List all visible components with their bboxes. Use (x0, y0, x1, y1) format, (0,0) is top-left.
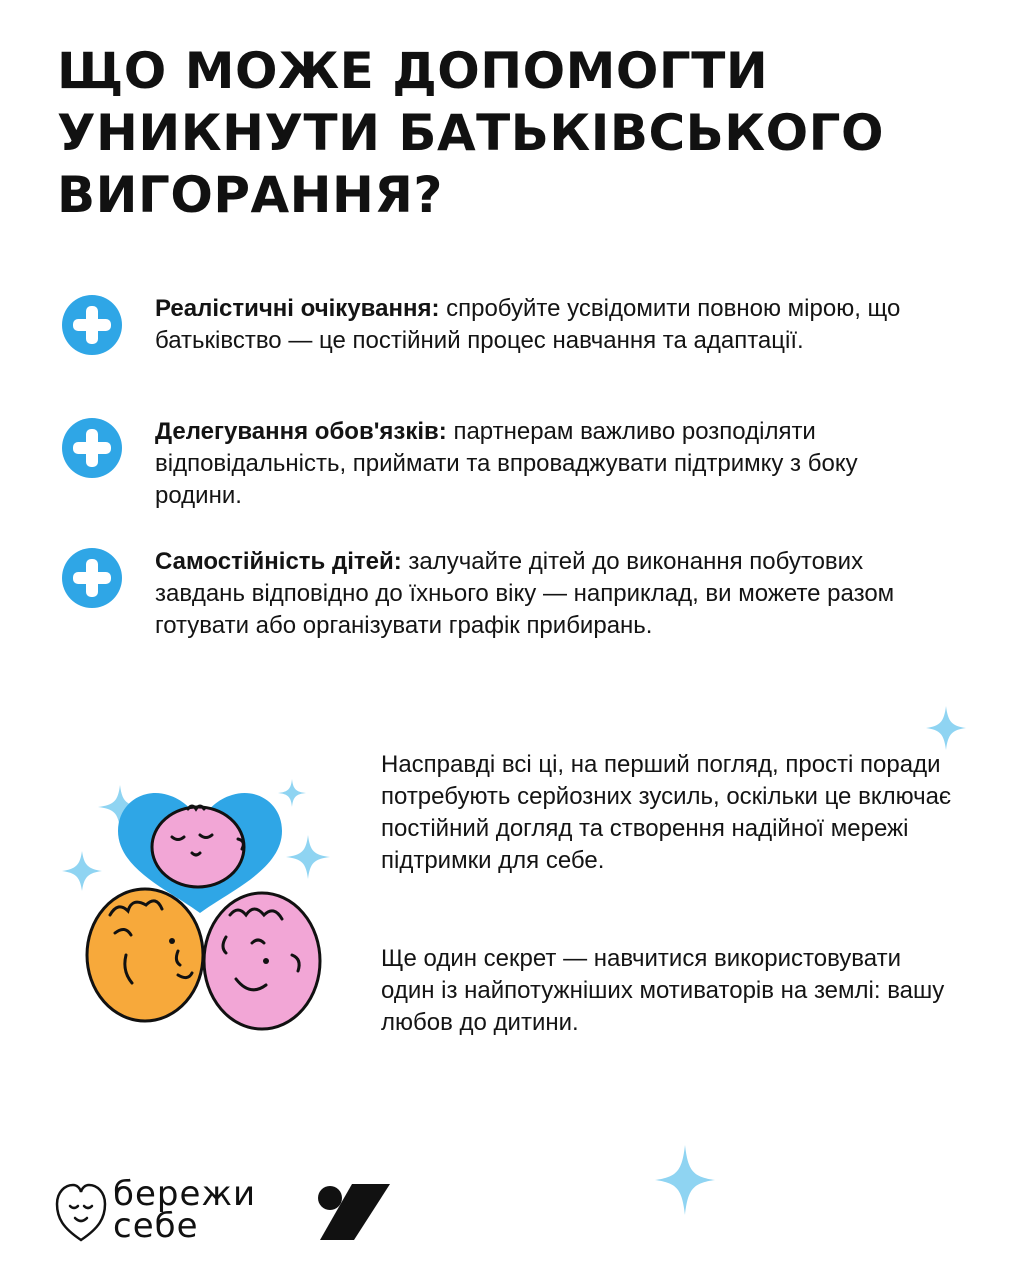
family-illustration (60, 765, 340, 1055)
sparkle-icon (655, 1145, 715, 1215)
tip-body: залучайте дітей до виконання побутових завдань відповідно до їхнього віку — наприклад, ви можете разом готувати або організувати графік прибирань. (155, 548, 895, 639)
title-line-3: ВИГОРАННЯ? (57, 166, 443, 224)
paragraph-simple-advice: Насправді всі ці, на перший погляд, прості поради потребують серйозних зусиль, оскільки це включає постійний догляд та створення надійної мережі підтримки для себе. (381, 751, 952, 874)
tip-body: партнерам важливо розподіляти відповідальність, приймати та впроваджувати підтримку з боку родини. (155, 418, 858, 509)
title-line-2: УНИКНУТИ БАТЬКІВСЬКОГО (57, 104, 885, 162)
logo-line-1: бережи (113, 1174, 257, 1214)
page-title (57, 40, 957, 226)
plus-icon (60, 546, 124, 610)
plus-icon (60, 416, 124, 480)
tip-heading: Самостійність дітей: (155, 548, 402, 575)
brand-logo-text (113, 1174, 257, 1246)
sparkle-icon (926, 706, 966, 750)
partner-logo-icon (316, 1182, 392, 1242)
title-line-1: ЩО МОЖЕ ДОПОМОГТИ (57, 42, 769, 100)
tip-heading: Делегування обов'язків: (155, 418, 447, 445)
plus-icon (60, 293, 124, 357)
paragraph-secret-love: Ще один секрет — навчитися використовувати один із найпотужніших мотиваторів на землі: вашу любов до дитини. (381, 945, 945, 1036)
tip-text (155, 293, 925, 357)
heart-face-logo-icon (55, 1182, 107, 1242)
tip-heading: Реалістичні очікування: (155, 295, 440, 322)
tip-text (155, 416, 925, 512)
logo-line-2: себе (113, 1206, 199, 1246)
tip-text (155, 546, 925, 642)
tip-body: спробуйте усвідомити повною мірою, що батьківство — це постійний процес навчання та адаптації. (155, 295, 901, 354)
